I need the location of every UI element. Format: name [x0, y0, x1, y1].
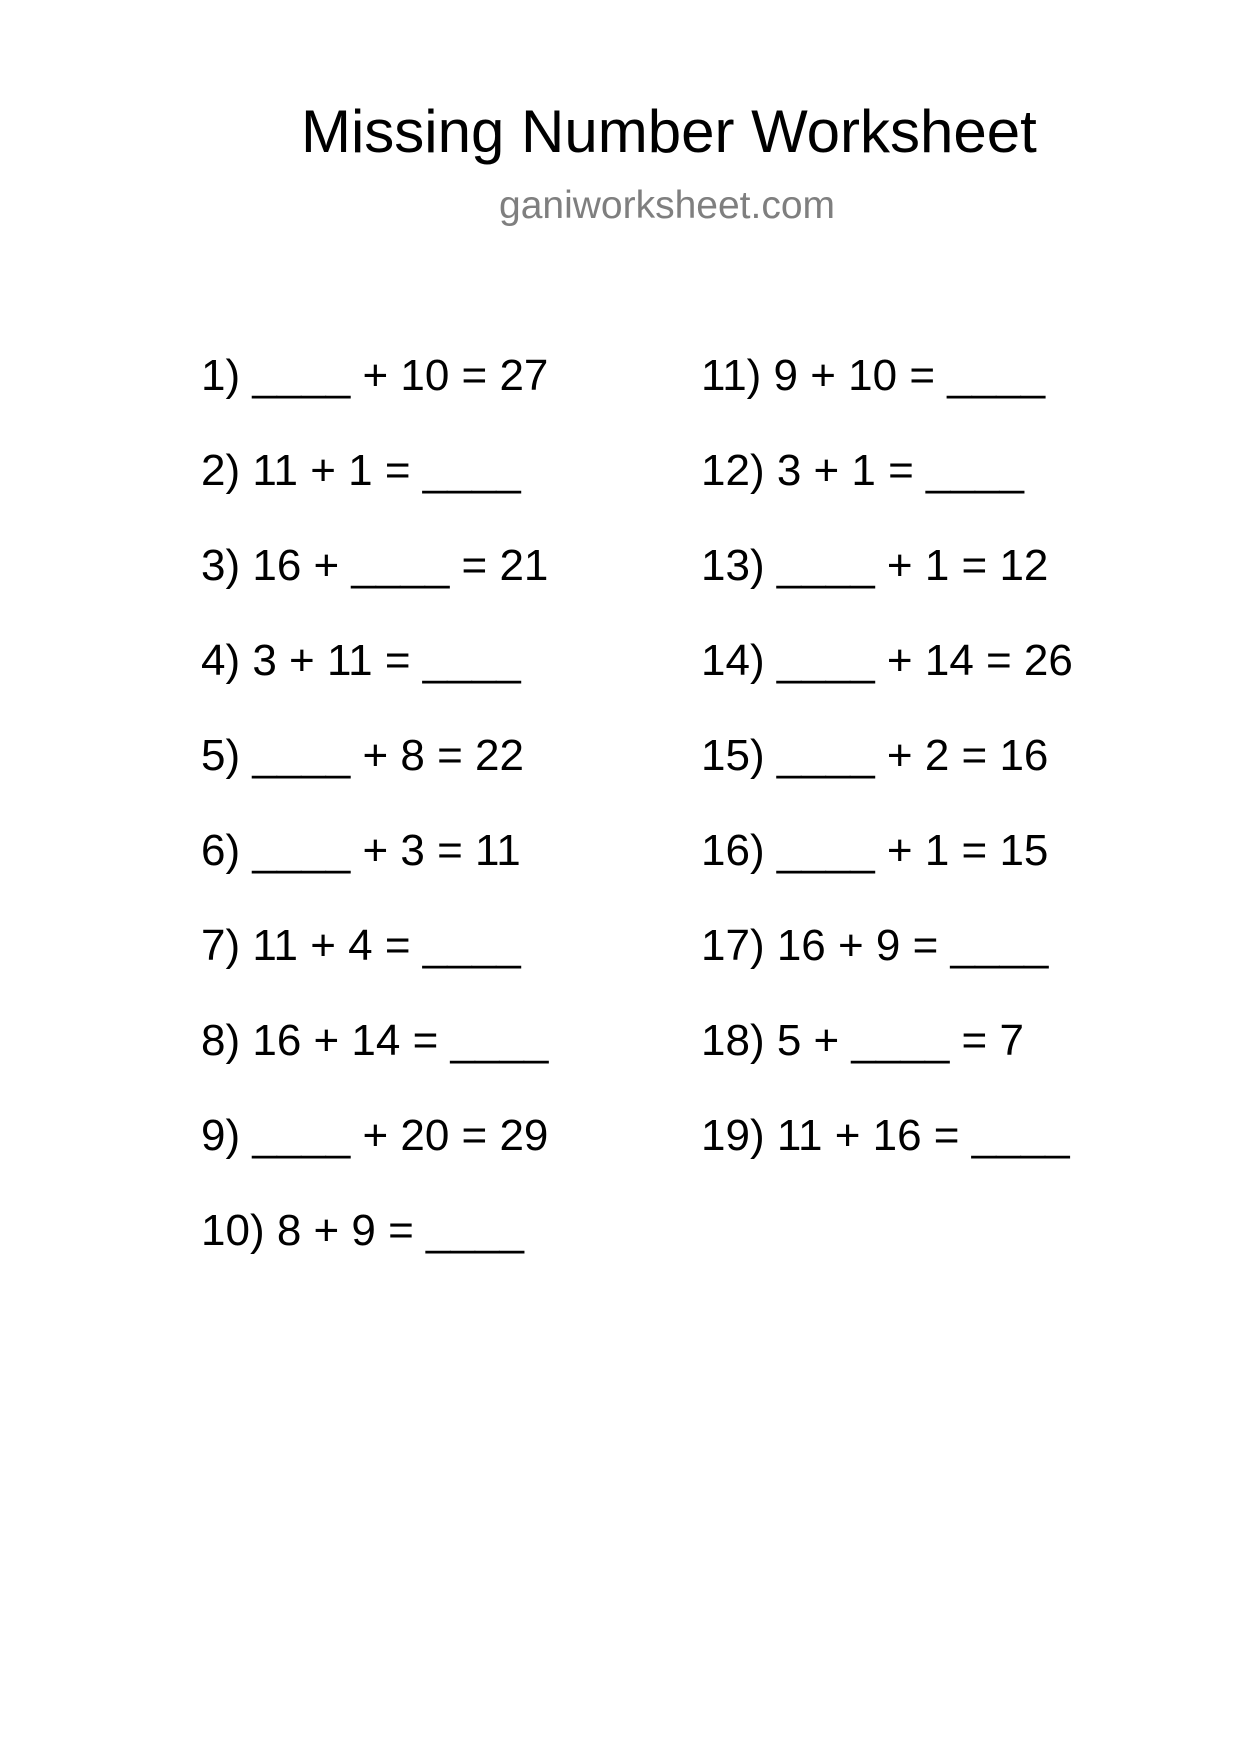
- problem-item: 12) 3 + 1 = ____: [701, 446, 1024, 495]
- worksheet-title: Missing Number Worksheet: [301, 98, 1037, 165]
- problem-item: 9) ____ + 20 = 29: [201, 1111, 549, 1160]
- problem-item: 2) 11 + 1 = ____: [201, 446, 521, 495]
- problem-item: 8) 16 + 14 = ____: [201, 1016, 549, 1065]
- website-subtitle: ganiworksheet.com: [499, 184, 835, 227]
- problem-item: 16) ____ + 1 = 15: [701, 826, 1049, 875]
- problem-item: 11) 9 + 10 = ____: [701, 351, 1046, 400]
- problem-item: 15) ____ + 2 = 16: [701, 731, 1049, 780]
- problem-item: 5) ____ + 8 = 22: [201, 731, 524, 780]
- problem-item: 17) 16 + 9 = ____: [701, 921, 1049, 970]
- problem-item: 14) ____ + 14 = 26: [701, 636, 1073, 685]
- problem-item: 19) 11 + 16 = ____: [701, 1111, 1070, 1160]
- problem-item: 7) 11 + 4 = ____: [201, 921, 521, 970]
- problem-item: 4) 3 + 11 = ____: [201, 636, 521, 685]
- problem-item: 1) ____ + 10 = 27: [201, 351, 549, 400]
- problem-item: 13) ____ + 1 = 12: [701, 541, 1049, 590]
- problem-item: 6) ____ + 3 = 11: [201, 826, 521, 875]
- problem-item: 18) 5 + ____ = 7: [701, 1016, 1024, 1065]
- problem-item: 3) 16 + ____ = 21: [201, 541, 549, 590]
- problem-item: 10) 8 + 9 = ____: [201, 1206, 524, 1255]
